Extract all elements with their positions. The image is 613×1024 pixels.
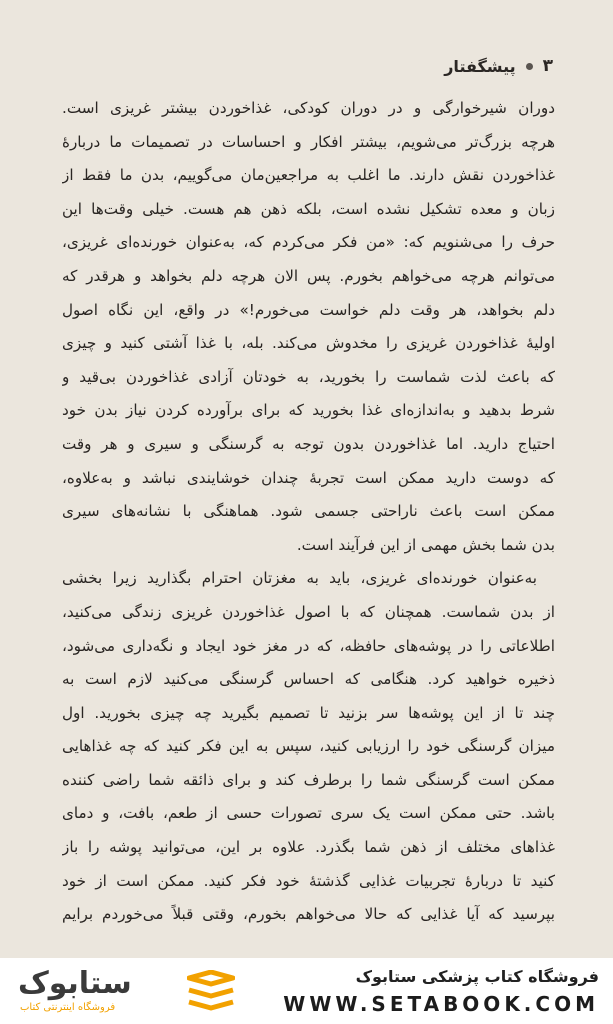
text-line: میزان گرسنگی خود را ارزیابی کنید، سپس به این فکر کنید که چه غذاهایی (62, 737, 555, 756)
text-line: اطلاعاتی را در پوشه‌های حافظه، که در مغز خود ایجاد و نگه‌داری می‌شود، (62, 636, 555, 655)
book-stack-icon (187, 970, 235, 1014)
text-line: دلم بخواهد، هر وقت دلم خواست می‌خورم!» در واقع، این نگاه اصول (62, 300, 555, 319)
text-line: باشد. حتی ممکن است یک سری تصورات حسی از طعم، بافت، و دمای (62, 804, 555, 823)
text-line: هرچه بزرگ‌تر می‌شویم، بیشتر افکار و احساسات در تصمیمات ما دربارهٔ (62, 132, 555, 151)
header-bullet-icon (526, 63, 533, 70)
store-name: فروشگاه کتاب پزشکی ستابوک (355, 967, 599, 986)
text-line: که باعث لذت شماست را بخورید، به خودتان آزادی غذاخوردن بی‌قید و (62, 367, 555, 386)
page-number: ۳ (542, 56, 553, 76)
text-line: به‌عنوان خورنده‌ای غریزی، باید به مغزتان احترام بگذارید زیرا بخشی (62, 569, 537, 588)
running-head (60, 52, 553, 80)
text-line: غذاخوردن نقش دارند. ما اغلب به مراجعین‌مان می‌گوییم، بدن ما فقط از (62, 166, 555, 185)
text-line: احتیاج دارید. اما غذاخوردن بدون توجه به گرسنگی و سیری و هر وقت (62, 434, 555, 453)
text-line: بدن شما بخش مهمی از این فرآیند است. (296, 535, 555, 554)
text-line: حرف را می‌شنویم که: «من فکر می‌کردم که، به‌عنوان خورنده‌ای غریزی، (62, 233, 555, 252)
logo-tagline: فروشگاه اینترنتی کتاب (20, 1002, 116, 1013)
text-line: شرط بدهید و به‌اندازه‌ای غذا بخورید که برای برآورده کردن نیاز بدن خود (62, 401, 555, 420)
text-line: کنید تا دربارهٔ تجربیات غذایی گذشتهٔ خود فکر کنید. ممکن است از خود (62, 871, 555, 890)
text-line: دوران شیرخوارگی و در دوران کودکی، غذاخوردن بیشتر غریزی است. (62, 99, 555, 117)
text-line: زبان و معده تشکیل نشده است، بلکه ذهن هم هست. خیلی وقت‌ها این (62, 199, 555, 218)
text-line: ممکن است باعث ناراحتی جسمی شود. هماهنگی با نشانه‌های سیری (62, 502, 555, 521)
text-line: ذخیره خواهید کرد. هنگامی که احساس گرسنگی می‌کنید لازم است به (62, 670, 555, 689)
text-line: می‌توانم هرچه می‌خواهم بخورم. پس الان هرچه دلم بخواهد و هرقدر که (62, 266, 555, 285)
body-text (62, 92, 555, 932)
text-line: غذاهای مختلف از ذهن شما بگذرد. علاوه بر این، می‌توانید پوشه را باز (62, 838, 555, 857)
store-footer-banner (0, 958, 613, 1024)
running-title: پیشگفتار (444, 56, 516, 76)
setabook-logo[interactable] (12, 964, 242, 1020)
text-line: اولیهٔ غذاخوردن غریزی را مخدوش می‌کند. بله، با غذا آشتی کنید و چیزی (62, 334, 555, 353)
text-line: از بدن شماست. همچنان که با اصول غذاخوردن غریزی زندگی می‌کنید، (62, 602, 555, 621)
store-url-link[interactable]: WWW.SETABOOK.COM (283, 992, 599, 1016)
text-line: که دوست دارید ممکن است تجربهٔ چندان خوشایندی نباشد و به‌علاوه، (62, 468, 555, 487)
paragraph-1 (62, 92, 555, 562)
logo-wordmark: ستابوک (18, 966, 132, 1001)
footer-text (283, 964, 599, 1018)
text-line: ممکن است گرسنگی شما را برطرف کند و برای ذائقه شما راضی کننده (62, 770, 555, 789)
text-line: بپرسید که آیا غذایی که حالا می‌خواهم بخورم، وقتی قبلاً می‌خوردم برایم (62, 905, 555, 924)
paragraph-2 (62, 562, 555, 932)
text-line: چند تا از این پوشه‌ها سر بزنید تا تصمیم بگیرید چه چیزی بخورید. اول (62, 703, 555, 722)
